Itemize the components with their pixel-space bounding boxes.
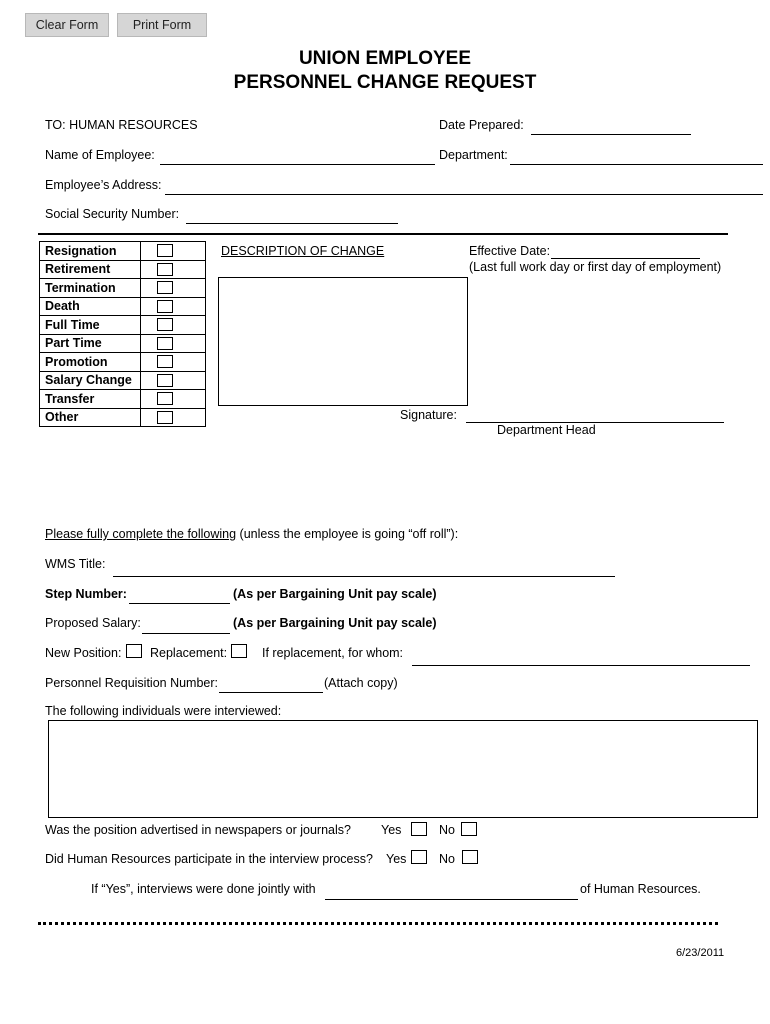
change-type-cell <box>141 334 206 353</box>
description-label: DESCRIPTION OF CHANGE <box>221 244 385 258</box>
change-type-row <box>40 260 206 279</box>
change-type-cell <box>141 260 206 279</box>
replacement-for-field[interactable] <box>412 665 750 666</box>
change-type-row <box>40 353 206 372</box>
proposed-salary-field[interactable] <box>142 633 230 634</box>
joint-interviewer-field[interactable] <box>325 899 578 900</box>
dotted-divider <box>38 922 718 925</box>
change-type-row <box>40 279 206 298</box>
change-type-checkbox[interactable] <box>157 355 173 368</box>
change-type-row <box>40 334 206 353</box>
department-head-label: Department Head <box>497 423 596 437</box>
change-type-cell <box>141 408 206 427</box>
change-type-checkbox[interactable] <box>157 244 173 257</box>
new-position-checkbox[interactable] <box>126 644 142 658</box>
wms-title-label: WMS Title: <box>45 557 106 571</box>
change-type-row <box>40 390 206 409</box>
form-date: 6/23/2011 <box>676 947 725 959</box>
address-field[interactable] <box>165 194 763 195</box>
description-textbox[interactable] <box>218 277 468 406</box>
form-title-line1: UNION EMPLOYEE <box>298 48 472 69</box>
date-prepared-field[interactable] <box>531 134 691 135</box>
hr-yes-label: Yes <box>386 852 407 866</box>
replacement-label: Replacement: <box>150 646 228 660</box>
section-divider <box>38 233 728 235</box>
change-type-checkbox[interactable] <box>157 374 173 387</box>
change-type-checkbox[interactable] <box>157 281 173 294</box>
change-type-cell <box>141 371 206 390</box>
change-type-checkbox[interactable] <box>157 300 173 313</box>
change-type-label: Salary Change <box>40 371 141 390</box>
ssn-field[interactable] <box>186 223 398 224</box>
requisition-label: Personnel Requisition Number: <box>45 676 219 690</box>
date-prepared-label: Date Prepared: <box>439 118 524 132</box>
form-title-line2: PERSONNEL CHANGE REQUEST <box>233 72 537 93</box>
change-type-cell <box>141 390 206 409</box>
replacement-checkbox[interactable] <box>231 644 247 658</box>
change-type-label: Part Time <box>40 334 141 353</box>
change-type-row <box>40 242 206 261</box>
advertised-question: Was the position advertised in newspapers or journals? <box>45 823 351 837</box>
effective-date-field[interactable] <box>551 258 700 259</box>
advertised-no-label: No <box>439 823 455 837</box>
change-type-label: Promotion <box>40 353 141 372</box>
change-type-checkbox[interactable] <box>157 318 173 331</box>
advertised-yes-label: Yes <box>381 823 402 837</box>
change-type-cell <box>141 242 206 261</box>
change-type-checkbox[interactable] <box>157 263 173 276</box>
attach-note: (Attach copy) <box>324 676 398 690</box>
employee-name-label: Name of Employee: <box>45 148 155 162</box>
new-position-label: New Position: <box>45 646 122 660</box>
hr-no-label: No <box>439 852 455 866</box>
instruction-text: Please fully complete the following (unless the employee is going “off roll”): <box>45 527 459 541</box>
department-field[interactable] <box>510 164 763 165</box>
change-type-row <box>40 297 206 316</box>
print-form-button[interactable]: Print Form <box>117 13 207 37</box>
clear-form-button[interactable]: Clear Form <box>25 13 109 37</box>
change-type-label: Full Time <box>40 316 141 335</box>
department-label: Department: <box>439 148 508 162</box>
hr-no-checkbox[interactable] <box>462 850 478 864</box>
address-label: Employee’s Address: <box>45 178 162 192</box>
signature-label: Signature: <box>400 408 457 422</box>
hr-yes-checkbox[interactable] <box>411 850 427 864</box>
change-type-label: Other <box>40 408 141 427</box>
change-type-label: Resignation <box>40 242 141 261</box>
change-type-label: Death <box>40 297 141 316</box>
change-type-cell <box>141 279 206 298</box>
change-type-cell <box>141 316 206 335</box>
change-type-checkbox[interactable] <box>157 337 173 350</box>
proposed-salary-label: Proposed Salary: <box>45 616 141 630</box>
salary-note: (As per Bargaining Unit pay scale) <box>233 616 437 630</box>
change-type-cell <box>141 353 206 372</box>
change-type-label: Retirement <box>40 260 141 279</box>
interviewed-label: The following individuals were interviewed: <box>45 704 282 718</box>
change-type-table <box>39 241 206 427</box>
change-type-label: Termination <box>40 279 141 298</box>
if-yes-label: If “Yes”, interviews were done jointly with <box>91 882 316 896</box>
effective-date-label: Effective Date: <box>469 244 551 258</box>
step-number-field[interactable] <box>129 603 230 604</box>
change-type-cell <box>141 297 206 316</box>
change-type-row <box>40 371 206 390</box>
advertised-no-checkbox[interactable] <box>461 822 477 836</box>
employee-name-field[interactable] <box>160 164 435 165</box>
change-type-row <box>40 316 206 335</box>
change-type-checkbox[interactable] <box>157 411 173 424</box>
of-hr-label: of Human Resources. <box>580 882 701 896</box>
step-number-label: Step Number: <box>45 587 127 601</box>
to-label: TO: HUMAN RESOURCES <box>45 118 198 132</box>
advertised-yes-checkbox[interactable] <box>411 822 427 836</box>
interviewed-textbox[interactable] <box>48 720 758 818</box>
ssn-label: Social Security Number: <box>45 207 180 221</box>
wms-title-field[interactable] <box>113 576 615 577</box>
change-type-row <box>40 408 206 427</box>
change-type-checkbox[interactable] <box>157 392 173 405</box>
requisition-field[interactable] <box>219 692 323 693</box>
hr-participate-question: Did Human Resources participate in the interview process? <box>45 852 373 866</box>
change-type-label: Transfer <box>40 390 141 409</box>
step-note: (As per Bargaining Unit pay scale) <box>233 587 437 601</box>
if-replacement-label: If replacement, for whom: <box>262 646 404 660</box>
effective-date-note: (Last full work day or first day of employment) <box>469 260 722 274</box>
